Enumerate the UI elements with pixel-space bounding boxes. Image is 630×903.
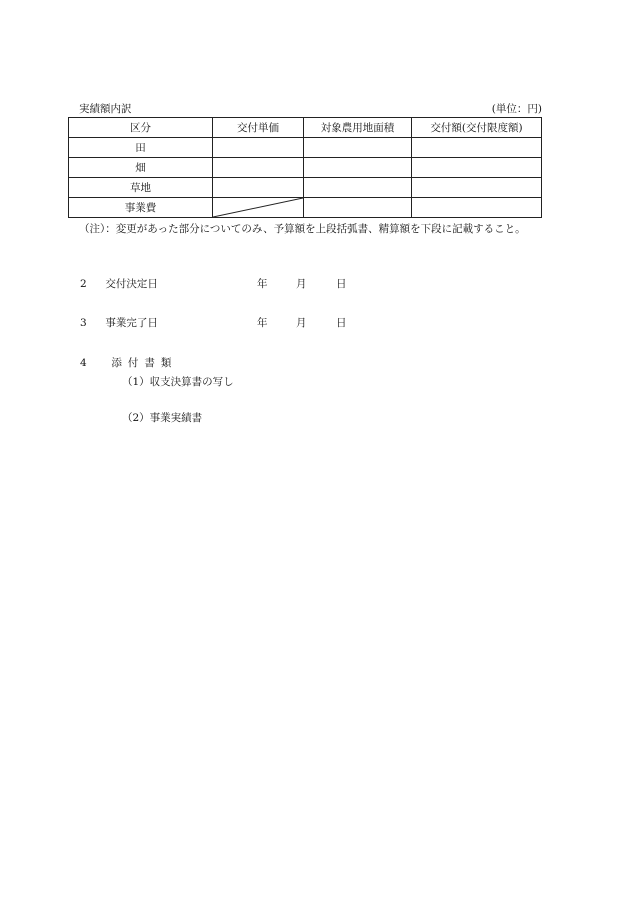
- table-row: [69, 158, 542, 178]
- section-label: 添付書類: [111, 357, 178, 369]
- note-text: （注）：変更があった部分についてのみ、予算額を上段括弧書、精算額を下段に記載すること。: [79, 223, 526, 235]
- month-label: 月: [296, 317, 307, 329]
- cell-grant-amount: [412, 198, 542, 218]
- breakdown-title: 実績額内訳: [79, 103, 132, 115]
- section-decision-date: [80, 276, 380, 292]
- header-unit-price: 交付単価: [213, 118, 304, 138]
- header-grant-amount: 交付額(交付限度額): [412, 118, 542, 138]
- section-number: 2: [80, 278, 87, 290]
- year-label: 年: [257, 317, 268, 329]
- cell-unit-price: [213, 158, 304, 178]
- section-number: 4: [80, 357, 87, 369]
- cell-area: [304, 158, 412, 178]
- unit-label: (単位：円): [491, 103, 542, 115]
- cell-grant-amount: [412, 138, 542, 158]
- section-label: 交付決定日: [105, 278, 158, 290]
- cell-unit-price: [213, 178, 304, 198]
- table-row: [69, 198, 542, 218]
- row-label-rice-field: 田: [69, 138, 213, 158]
- day-label: 日: [336, 278, 347, 290]
- breakdown-table: [68, 117, 542, 218]
- row-label-grassland: 草地: [69, 178, 213, 198]
- header-area: 対象農用地面積: [304, 118, 412, 138]
- table-header-row: [69, 118, 542, 138]
- cell-unit-price: [213, 138, 304, 158]
- year-label: 年: [257, 278, 268, 290]
- table-row: [69, 178, 542, 198]
- cell-area: [304, 198, 412, 218]
- row-label-project-cost: 事業費: [69, 198, 213, 218]
- attachment-item: （2）事業実績書: [122, 412, 203, 424]
- section-attachments: [80, 355, 177, 370]
- table-row: [69, 138, 542, 158]
- section-label: 事業完了日: [105, 317, 158, 329]
- header-category: 区分: [69, 118, 213, 138]
- cell-area: [304, 178, 412, 198]
- section-number: 3: [80, 317, 87, 329]
- cell-area: [304, 138, 412, 158]
- day-label: 日: [336, 317, 347, 329]
- diagonal-strike: [213, 198, 303, 217]
- row-label-upland-field: 畑: [69, 158, 213, 178]
- cell-grant-amount: [412, 158, 542, 178]
- attachment-item: （1）収支決算書の写し: [122, 376, 234, 388]
- month-label: 月: [296, 278, 307, 290]
- cell-not-applicable: [213, 198, 304, 218]
- cell-grant-amount: [412, 178, 542, 198]
- section-completion-date: [80, 315, 380, 331]
